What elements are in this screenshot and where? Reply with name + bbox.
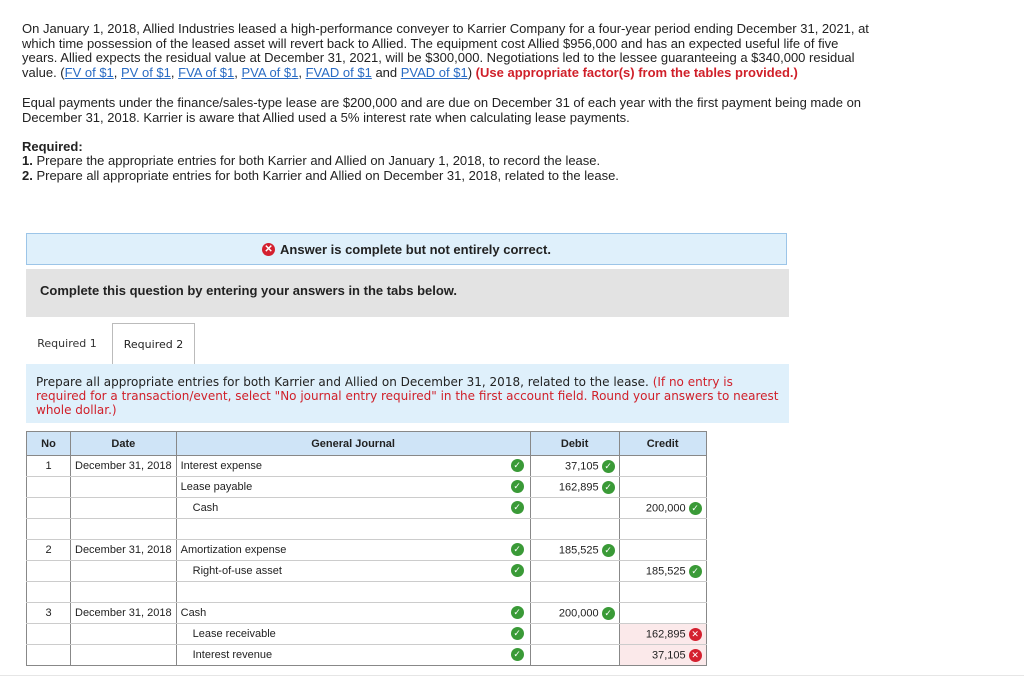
credit-cell-value: 185,525 [645, 564, 686, 577]
date-cell[interactable] [71, 624, 177, 645]
check-icon: ✓ [511, 459, 524, 472]
table-row [27, 477, 707, 498]
table-row [27, 624, 707, 645]
problem-text: On January 1, 2018, Allied Industries leased a high-performance conveyer to Karrier Company for a four-year period ending December 31, 2021, at which time possession of the leased asset will revert back to Allied. The equipment cost Allied $956,000 and has an expected useful life of five years. Allied expects the residual value at December 31, 2021, will be $300,000. Negotiations led to the lessee guaranteeing a $340,000 residual value. ( [22, 21, 869, 80]
entry-number [27, 582, 71, 603]
fva-link[interactable]: FVA of $1 [178, 64, 235, 80]
check-icon: ✓ [511, 606, 524, 619]
table-row [27, 498, 707, 519]
account-cell[interactable] [176, 519, 530, 540]
debit-cell-value: 162,895 [558, 480, 599, 493]
entry-number [27, 561, 71, 582]
debit-cell-value: 37,105 [564, 459, 599, 472]
pvad-link[interactable]: PVAD of $1 [400, 64, 468, 80]
col-header-date: Date [71, 432, 177, 456]
debit-cell-value: 185,525 [558, 543, 599, 556]
entry-number: 2 [27, 540, 71, 561]
credit-cell[interactable] [619, 498, 706, 519]
debit-cell[interactable] [530, 519, 619, 540]
instruction-panel [26, 364, 789, 423]
credit-cell-value: 37,105 [651, 648, 686, 661]
credit-cell[interactable] [619, 540, 706, 561]
col-header-debit: Debit [530, 432, 619, 456]
date-cell[interactable] [71, 519, 177, 540]
table-header-row [27, 432, 707, 456]
fv-link[interactable]: FV of $1 [64, 64, 114, 80]
instruction-box [26, 269, 789, 317]
debit-cell[interactable] [530, 645, 619, 666]
debit-cell[interactable] [530, 603, 619, 624]
account-cell[interactable] [176, 603, 530, 624]
date-cell[interactable]: December 31, 2018 [71, 456, 177, 477]
check-icon: ✓ [511, 564, 524, 577]
problem-paragraph-1: On January 1, 2018, Allied Industries leased a high-performance conveyer to Karrier Company for a four-year period ending December 31, 2021, at which time possession of the leased asset will revert back to Allied. The equipment cost Allied $956,000 and has an expected useful life of five years. Allied expects the residual value at December 31, 2021, will be $300,000. Negotiations led to the lessee guaranteeing a $340,000 residual value. (FV of $1, PV of $1, FVA of $1, PVA of $1, FVAD of $1 and PVAD of $1) (Use appropriate factor(s) from the tables provided.) [22, 21, 869, 80]
account-name: Cash [192, 502, 219, 514]
account-cell[interactable] [176, 624, 530, 645]
debit-cell[interactable] [530, 456, 619, 477]
debit-cell-value: 200,000 [558, 606, 599, 619]
credit-cell[interactable] [619, 582, 706, 603]
tab-required-2[interactable]: Required 2 [112, 323, 195, 364]
answer-status-text: Answer is complete but not entirely correct. [280, 241, 551, 257]
credit-cell-value: 162,895 [645, 627, 686, 640]
entry-number [27, 498, 71, 519]
account-name: Interest expense [180, 460, 262, 472]
account-name: Amortization expense [180, 544, 287, 556]
date-cell[interactable]: December 31, 2018 [71, 540, 177, 561]
debit-cell[interactable] [530, 624, 619, 645]
pv-link[interactable]: PV of $1 [121, 64, 171, 80]
account-cell[interactable] [176, 582, 530, 603]
x-circle-icon: ✕ [689, 628, 702, 641]
date-cell[interactable] [71, 477, 177, 498]
check-icon: ✓ [602, 607, 615, 620]
account-name: Interest revenue [192, 649, 273, 661]
col-header-no: No [27, 432, 71, 456]
check-icon: ✓ [689, 502, 702, 515]
entry-number [27, 477, 71, 498]
check-icon: ✓ [602, 544, 615, 557]
problem-paragraph-2: Equal payments under the finance/sales-type lease are $200,000 and are due on December 31 of each year with the first payment being made on December 31, 2018. Karrier is aware that Allied used a 5% interest rate when calculating lease payments. [22, 95, 862, 125]
account-cell[interactable] [176, 645, 530, 666]
credit-cell[interactable] [619, 645, 706, 666]
factor-note: (Use appropriate factor(s) from the tables provided.) [475, 64, 798, 80]
account-cell[interactable] [176, 561, 530, 582]
debit-cell[interactable] [530, 582, 619, 603]
debit-cell[interactable] [530, 477, 619, 498]
tab-required-1[interactable]: Required 1 [37, 337, 97, 350]
fvad-link[interactable]: FVAD of $1 [305, 64, 372, 80]
requirement-1: 1. Prepare the appropriate entries for both Karrier and Allied on January 1, 2018, to record the lease. [22, 153, 601, 169]
check-icon: ✓ [511, 627, 524, 640]
date-cell[interactable] [71, 582, 177, 603]
entry-number [27, 645, 71, 666]
check-icon: ✓ [602, 460, 615, 473]
credit-cell[interactable] [619, 624, 706, 645]
date-cell[interactable] [71, 561, 177, 582]
account-name: Right-of-use asset [192, 565, 282, 577]
x-circle-icon: ✕ [262, 243, 275, 256]
credit-cell[interactable] [619, 519, 706, 540]
debit-cell[interactable] [530, 498, 619, 519]
account-cell[interactable] [176, 498, 530, 519]
account-name: Cash [180, 607, 207, 619]
credit-cell[interactable] [619, 456, 706, 477]
table-row [27, 519, 707, 540]
check-icon: ✓ [511, 648, 524, 661]
date-cell[interactable]: December 31, 2018 [71, 603, 177, 624]
panel-text: Prepare all appropriate entries for both Karrier and Allied on December 31, 2018, related to the lease. [36, 375, 653, 389]
entry-number: 3 [27, 603, 71, 624]
check-icon: ✓ [511, 480, 524, 493]
general-journal-table [26, 431, 707, 666]
instruction-text: Complete this question by entering your answers in the tabs below. [40, 283, 458, 298]
col-header-credit: Credit [619, 432, 706, 456]
debit-cell[interactable] [530, 540, 619, 561]
x-circle-icon: ✕ [689, 649, 702, 662]
account-cell[interactable] [176, 540, 530, 561]
account-cell[interactable] [176, 456, 530, 477]
date-cell[interactable] [71, 645, 177, 666]
table-row [27, 645, 707, 666]
credit-cell-value: 200,000 [645, 501, 686, 514]
answer-status-banner [26, 233, 787, 265]
table-row [27, 561, 707, 582]
col-header-general-journal: General Journal [176, 432, 530, 456]
account-cell[interactable] [176, 477, 530, 498]
table-row [27, 582, 707, 603]
problem-statement [22, 22, 872, 183]
account-name: Lease payable [180, 481, 253, 493]
check-icon: ✓ [511, 501, 524, 514]
check-icon: ✓ [602, 481, 615, 494]
entry-number: 1 [27, 456, 71, 477]
requirement-2: 2. Prepare all appropriate entries for both Karrier and Allied on December 31, 2018, related to the lease. [22, 167, 619, 183]
required-heading: Required: [22, 138, 83, 154]
credit-cell[interactable] [619, 561, 706, 582]
table-row [27, 540, 707, 561]
table-row [27, 603, 707, 624]
credit-cell[interactable] [619, 477, 706, 498]
debit-cell[interactable] [530, 561, 619, 582]
credit-cell[interactable] [619, 603, 706, 624]
check-icon: ✓ [689, 565, 702, 578]
check-icon: ✓ [511, 543, 524, 556]
entry-number [27, 624, 71, 645]
pva-link[interactable]: PVA of $1 [241, 64, 299, 80]
entry-number [27, 519, 71, 540]
table-row [27, 456, 707, 477]
account-name: Lease receivable [192, 628, 276, 640]
divider [0, 675, 1024, 676]
panel-note: (If no entry is required for a transaction/event, select "No journal entry required" in the first account field. Round your answers to nearest whole dollar.) [36, 375, 779, 417]
date-cell[interactable] [71, 498, 177, 519]
